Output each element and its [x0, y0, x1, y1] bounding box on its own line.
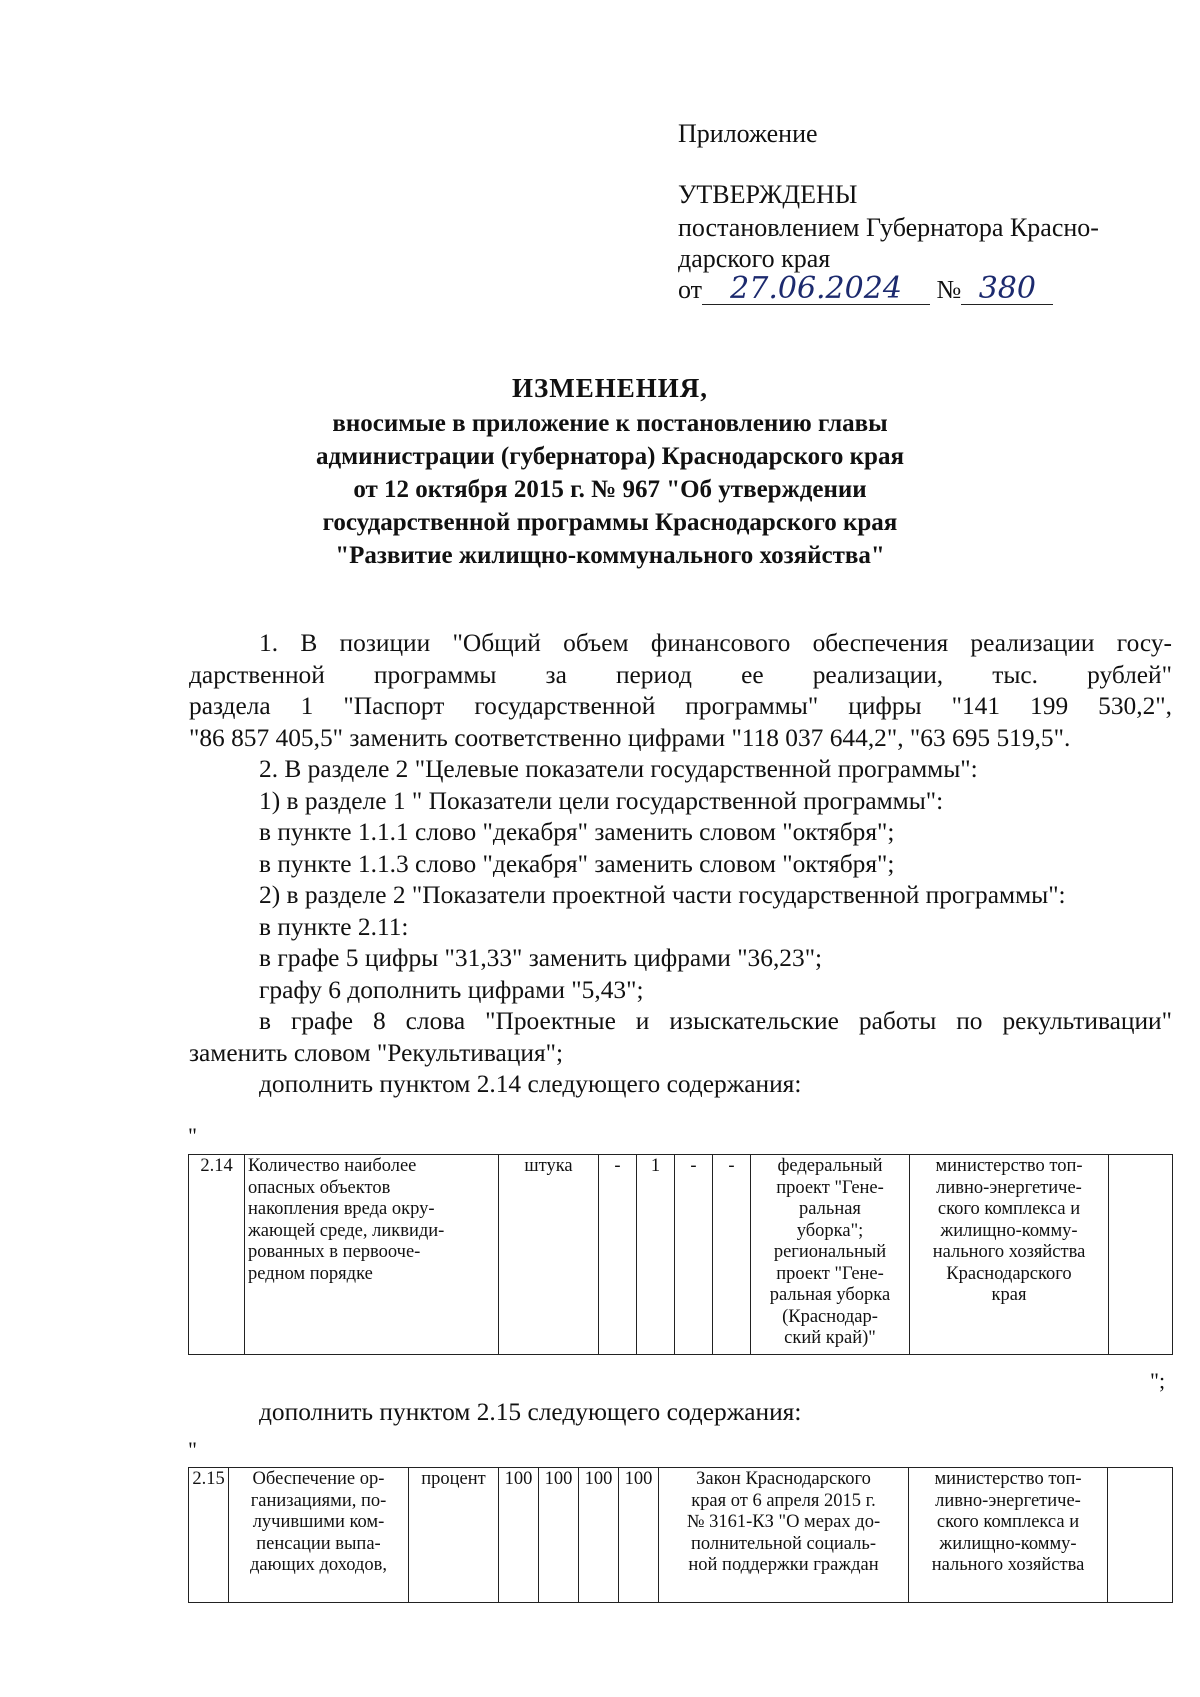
- unit-cell: штука: [499, 1155, 599, 1355]
- indicator-name: Количество наиболее опасных объектов накопления вреда окру- жающей среде, ликвиди- рованных в первооче- редном порядке: [245, 1155, 499, 1355]
- paragraph-3: 1) в разделе 1 " Показатели цели государственной программы":: [259, 786, 944, 815]
- value-cell-1: -: [599, 1155, 637, 1355]
- decree-line-2: дарского края: [678, 244, 831, 273]
- body-text: [189, 628, 1172, 1101]
- paragraph-6: 2) в разделе 2 "Показатели проектной части государственной программы":: [259, 881, 1066, 909]
- paragraph-4: в пункте 1.1.1 слово "декабря" заменить словом "октября";: [259, 818, 895, 846]
- item-number: 2.14: [189, 1155, 245, 1355]
- title-line-4: от 12 октября 2015 г. № 967 "Об утверждении: [353, 476, 867, 503]
- item-number: 2.15: [189, 1468, 229, 1603]
- title-line-1: ИЗМЕНЕНИЯ,: [511, 373, 708, 403]
- title-line-2: вносимые в приложение к постановлению главы: [332, 410, 888, 437]
- value-cell-1: 100: [499, 1468, 539, 1603]
- paragraph-1-line-2: дарственной программы за период ее реализации, тыс. рублей": [189, 660, 1172, 689]
- indicator-name: Обеспечение ор- ганизациями, по- лучившими ком- пенсации выпа- дающих доходов,: [229, 1468, 409, 1603]
- paragraph-9: графу 6 дополнить цифрами "5,43";: [259, 975, 644, 1004]
- paragraph-2: 2. В разделе 2 "Целевые показатели государственной программы":: [259, 755, 978, 783]
- basis-cell: федеральный проект "Гене- ральная уборка"; региональный проект "Гене- ральная уборка (Краснодар- ский край)": [751, 1155, 910, 1355]
- decree-line-1: постановлением Губернатора Красно-: [678, 213, 1099, 242]
- table-row: [189, 1155, 1173, 1355]
- paragraph-5: в пункте 1.1.3 слово "декабря" заменить словом "октября";: [259, 849, 895, 878]
- title-line-3: администрации (губернатора) Краснодарского края: [316, 443, 904, 470]
- title-line-6: "Развитие жилищно-коммунального хозяйства": [335, 542, 885, 569]
- paragraph-1-line-4: "86 857 405,5" заменить соответственно цифрами "118 037 644,2", "63 695 519,5".: [189, 723, 1071, 752]
- responsible-cell: министерство топ- ливно-энергетиче- ского комплекса и жилищно-комму- нального хозяйства Краснодарского края: [910, 1155, 1109, 1355]
- from-label: от: [678, 275, 703, 304]
- responsible-cell: министерство топ- ливно-энергетиче- ского комплекса и жилищно-комму- нального хозяйства: [909, 1468, 1108, 1603]
- unit-cell: процент: [409, 1468, 499, 1603]
- paragraph-1-line-1: 1. В позиции "Общий объем финансового обеспечения реализации госу-: [259, 629, 1172, 657]
- open-quote-215: ": [188, 1437, 197, 1462]
- paragraph-8: в графе 5 цифры "31,33" заменить цифрами "36,23";: [259, 944, 823, 972]
- paragraph-10-line-1: в графе 8 слова "Проектные и изыскательские работы по рекультивации": [259, 1007, 1172, 1035]
- appendix-label: Приложение: [678, 119, 818, 148]
- basis-cell: Закон Краснодарского края от 6 апреля 2015 г. № 3161-КЗ "О мерах до- полнительной социаль- ной поддержки граждан: [659, 1468, 909, 1603]
- paragraph-7: в пункте 2.11:: [259, 912, 409, 941]
- empty-cell: [1109, 1155, 1173, 1355]
- document-title: [180, 372, 1040, 572]
- paragraph-11: дополнить пунктом 2.14 следующего содержания:: [259, 1070, 802, 1098]
- paragraph-10-line-2: заменить словом "Рекультивация";: [189, 1038, 564, 1067]
- handwritten-number: 380: [961, 274, 1053, 305]
- paragraph-12: дополнить пунктом 2.15 следующего содержания:: [259, 1398, 802, 1426]
- value-cell-4: -: [713, 1155, 751, 1355]
- close-quote-214: ";: [1150, 1368, 1166, 1393]
- table-item-2-14: [188, 1154, 1173, 1355]
- paragraph-1-line-3: раздела 1 "Паспорт государственной программы" цифры "141 199 530,2",: [189, 692, 1172, 720]
- value-cell-3: 100: [579, 1468, 619, 1603]
- approved-label: УТВЕРЖДЕНЫ: [678, 180, 858, 209]
- handwritten-date: 27.06.2024: [702, 274, 930, 305]
- open-quote-214: ": [188, 1123, 197, 1148]
- table-row: [189, 1468, 1173, 1603]
- value-cell-2: 100: [539, 1468, 579, 1603]
- value-cell-4: 100: [619, 1468, 659, 1603]
- value-cell-2: 1: [637, 1155, 675, 1355]
- number-label: №: [936, 275, 962, 304]
- value-cell-3: -: [675, 1155, 713, 1355]
- decree-date-number-line: [678, 271, 1099, 306]
- table-item-2-15: [188, 1467, 1173, 1603]
- approval-block: [678, 118, 1099, 305]
- title-line-5: государственной программы Краснодарского края: [322, 509, 898, 536]
- empty-cell: [1108, 1468, 1173, 1603]
